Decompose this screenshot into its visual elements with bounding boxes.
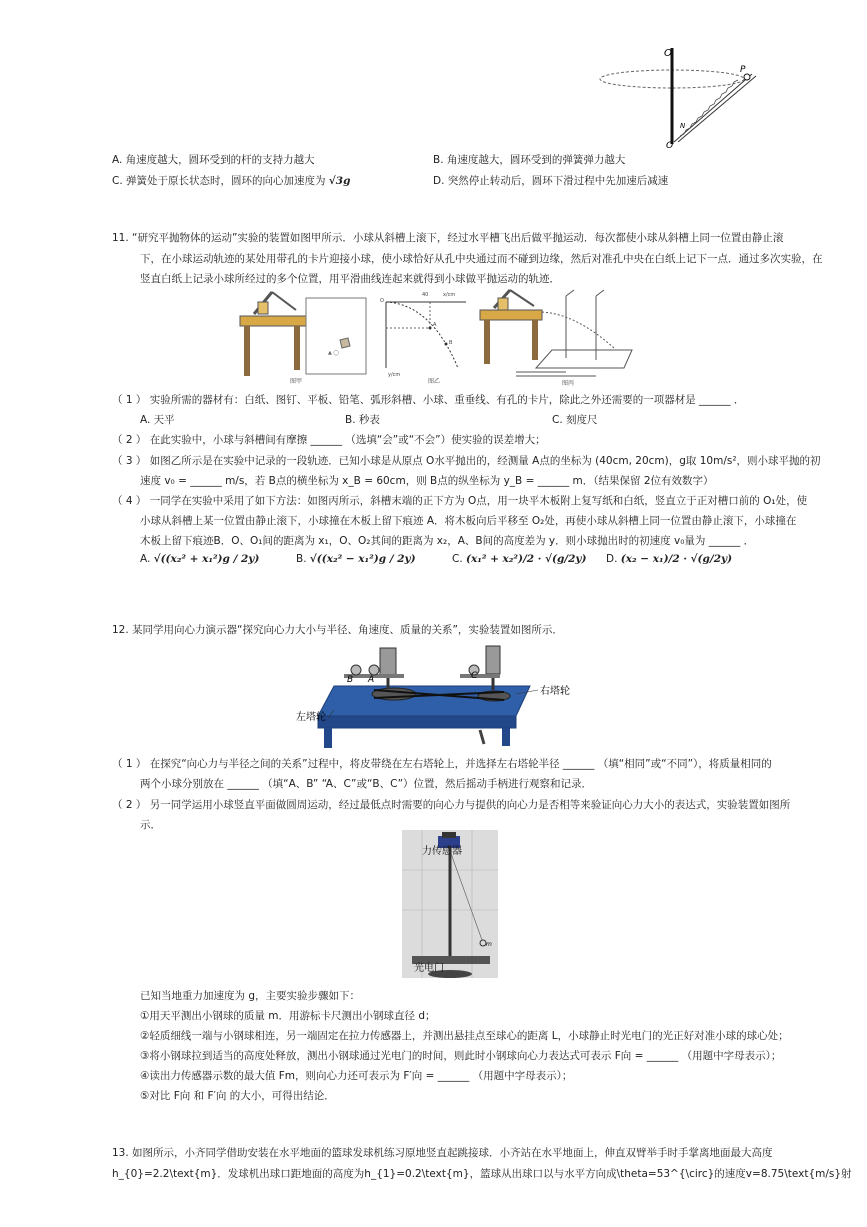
q11-part-4-option-a bbox=[140, 553, 259, 565]
q12-step-1: ①用天平测出小钢球的质量 m．用游标卡尺测出小钢球直径 d； bbox=[140, 1010, 436, 1022]
q11-part-4-option-a-label: A. bbox=[140, 553, 151, 565]
q11-part-3-line2: 速度 v₀ = ______ m/s，若 B点的横坐标为 x_B = 60cm，则 B点的纵坐标为 y_B = ______ m．（结果保留 2位有效数字） bbox=[140, 475, 714, 487]
q11-part-4-option-c-label: C. bbox=[452, 553, 463, 565]
q12-photo-label-gate: 光电门 bbox=[414, 963, 444, 974]
q11-part-2: （ 2 ） 在此实验中，小球与斜槽间有摩擦 ______ （选填“会”或“不会”）使实验的误差增大； bbox=[112, 434, 546, 446]
q13-line1: 13. 如图所示，小齐同学借助安装在水平地面的篮球发球机练习原地竖直起跳接球．小齐站在水平地面上，伸直双臂举手时手掌离地面最大高度 bbox=[112, 1147, 773, 1159]
q10-label-n: N bbox=[680, 122, 686, 130]
q12-part-1-line2: 两个小球分别放在 ______ （填“A、B” “A、C”或“B、C”）位置，然后摇动手柄进行观察和记录． bbox=[140, 778, 593, 790]
q11-part-1-option-c: C. 刻度尺 bbox=[552, 414, 598, 426]
q10-option-a: A. 角速度越大，圆环受到的杆的支持力越大 bbox=[112, 154, 315, 166]
q12-step-intro: 已知当地重力加速度为 g，主要实验步骤如下： bbox=[140, 990, 361, 1002]
q11-part-4-option-b-label: B. bbox=[296, 553, 307, 565]
q10-label-top: O bbox=[664, 48, 672, 59]
q11-part-4-option-d-expr: (x₂ − x₁)/2 · √(g/2y) bbox=[620, 553, 733, 565]
q11-part-4-line1: （ 4 ） 一同学在实验中采用了如下方法：如图丙所示，斜槽末端的正下方为 O点，用一块平木板附上复写纸和白纸，竖直立于正对槽口前的 O₁处，使 bbox=[112, 495, 808, 507]
q12-part-2-line2: 示． bbox=[140, 819, 161, 831]
q12-photo bbox=[402, 830, 498, 978]
q11-label-x-unit: x/cm bbox=[443, 292, 456, 298]
q11-label-point-a: A bbox=[433, 322, 437, 328]
q10-figure bbox=[592, 44, 762, 150]
q10-option-c bbox=[112, 173, 350, 188]
q11-figure bbox=[236, 288, 636, 388]
q11-stem-1: 11. “研究平抛物体的运动”实验的装置如图甲所示．小球从斜槽上滚下，经过水平槽飞出后做平抛运动．每次都使小球从斜槽上同一位置由静止滚 bbox=[112, 232, 784, 244]
q12-part-2-line1: （ 2 ） 另一同学运用小球竖直平面做圆周运动，经过最低点时需要的向心力与提供的向心力是否相等来验证向心力大小的表达式，实验装置如图所 bbox=[112, 799, 791, 811]
q11-label-yi: 图乙 bbox=[428, 378, 441, 385]
q10-option-b: B. 角速度越大，圆环受到的弹簧弹力越大 bbox=[433, 154, 626, 166]
q11-part-4-option-b-expr: √((x₂² − x₁²)g / 2y) bbox=[309, 553, 416, 565]
q12-part-1-line1: （ 1 ） 在探究“向心力与半径之间的关系”过程中，将皮带绕在左右塔轮上，并选择左右塔轮半径 ______ （填“相同”或“不同”），将质量相同的 bbox=[112, 758, 772, 770]
q12-stem: 12. 某同学用向心力演示器“探究向心力大小与半径、角速度、质量的关系”，实验装置如图所示． bbox=[112, 624, 563, 636]
q11-part-4-line2: 小球从斜槽上某一位置由静止滚下，小球撞在木板上留下痕迹 A．将木板向后平移至 O₂处，再使小球从斜槽上同一位置由静止滚下，小球撞在 bbox=[140, 515, 797, 527]
q12-step-4: ④读出力传感器示数的最大值 Fm，则向心力还可表示为 F′向 = ______ （用题中字母表示）； bbox=[140, 1070, 573, 1082]
q12-photo-label-sensor: 力传感器 bbox=[422, 846, 462, 857]
q11-part-1: （ 1 ） 实验所需的器材有：白纸、图钉、平板、铅笔、弧形斜槽、小球、重垂线、有孔的卡片，除此之外还需要的一项器材是 ______ ． bbox=[112, 394, 745, 406]
q11-part-4-option-d-label: D. bbox=[606, 553, 618, 565]
q12-step-5: ⑤对比 F向 和 F′向 的大小，可得出结论． bbox=[140, 1090, 335, 1102]
q12-label-c: C bbox=[471, 671, 478, 681]
q12-step-2: ②轻质细线一端与小钢球相连，另一端固定在拉力传感器上，并测出悬挂点至球心的距离 L，小球静止时光电门的光正好对准小球的球心处； bbox=[140, 1030, 789, 1042]
svg-text:▲ ◯: ▲ ◯ bbox=[328, 350, 340, 356]
q11-part-1-option-a: A. 天平 bbox=[140, 414, 175, 426]
q10-label-p: P bbox=[740, 65, 746, 75]
q11-part-1-option-b: B. 秒表 bbox=[345, 414, 380, 426]
q11-part-4-option-b bbox=[296, 553, 416, 565]
q12-label-b: B bbox=[347, 675, 354, 685]
q10-label-bottom: O bbox=[666, 141, 674, 150]
q12-label-left-tower: 左塔轮 bbox=[296, 712, 326, 723]
q11-part-4-option-d bbox=[606, 553, 732, 565]
q12-photo-label-ball: m bbox=[486, 941, 492, 948]
q12-step-3: ③将小钢球拉到适当的高度处释放，测出小钢球通过光电门的时间，则此时小钢球向心力表达式可表示 F向 = ______ （用题中字母表示）； bbox=[140, 1050, 782, 1062]
q11-stem-3: 竖直白纸上记录小球所经过的多个位置，用平滑曲线连起来就得到小球做平抛运动的轨迹． bbox=[140, 273, 560, 285]
q11-part-4-option-c-expr: (x₁² + x₂²)/2 · √(g/2y) bbox=[466, 553, 587, 565]
q11-stem-2: 下，在小球运动轨迹的某处用带孔的卡片迎接小球，使小球恰好从孔中央通过而不碰到边缘，然后对准孔中央在白纸上记下一点．通过多次实验，在 bbox=[140, 253, 823, 265]
q12-apparatus-figure bbox=[294, 640, 614, 750]
q11-label-point-b: B bbox=[449, 340, 453, 346]
q11-part-4-option-c bbox=[452, 553, 587, 565]
q10-option-d: D. 突然停止转动后，圆环下滑过程中先加速后减速 bbox=[433, 175, 669, 187]
q12-label-right-tower: 右塔轮 bbox=[540, 686, 570, 697]
q11-part-3-line1: （ 3 ） 如图乙所示是在实验中记录的一段轨迹．已知小球是从原点 O水平抛出的，经测量 A点的坐标为 (40cm, 20cm)，g取 10m/s²，则小球平抛的初 bbox=[112, 455, 821, 467]
q13-line2: h_{0}=2.2\text{m}．发球机出球口距地面的高度为h_{1}=0.2\text{m}，篮球从出球口以与水平方向成\theta=53^{\circ}的速度v=8.75\text{m/s}射 bbox=[112, 1168, 852, 1180]
q11-label-y-axis: y/cm bbox=[388, 372, 401, 378]
q11-label-origin: O bbox=[380, 298, 384, 304]
q11-label-bing: 图丙 bbox=[562, 380, 575, 387]
q10-option-c-text: C. 弹簧处于原长状态时，圆环的向心加速度为 bbox=[112, 175, 326, 187]
q12-label-a: A bbox=[368, 675, 375, 685]
q11-label-jia: 图甲 bbox=[290, 378, 303, 385]
q11-part-4-option-a-expr: √((x₂² + x₁²)g / 2y) bbox=[153, 553, 260, 565]
q11-label-x-mark: 40 bbox=[422, 292, 429, 298]
q10-option-c-math: √3g bbox=[328, 175, 351, 187]
q11-part-4-line3: 木板上留下痕迹B．O、O₁间的距离为 x₁，O、O₂其间的距离为 x₂，A、B间的高度差为 y．则小球抛出时的初速度 v₀量为 ______ ． bbox=[140, 535, 755, 547]
